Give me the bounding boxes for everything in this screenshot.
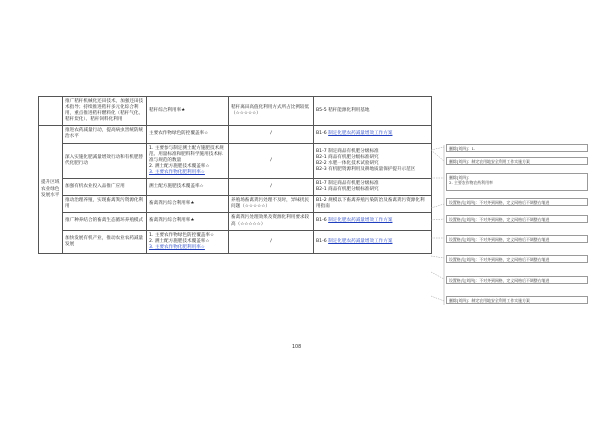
code-line: B2-2 水肥一体化技术试验研究 — [316, 160, 379, 166]
indicator-line: 1. 主要参与制定测土配方施肥技术规范、用量标准和肥料科学施用技术标准与规范的数量 — [149, 145, 224, 163]
table-row — [39, 143, 432, 178]
comment-line: 删除[刘四]： — [449, 174, 472, 180]
table-row — [39, 179, 432, 196]
table-row — [39, 126, 432, 143]
comment-box[interactable]: 设置格式[刘四]：不对齐到网格，定义网格后不调整右缩进 — [446, 215, 588, 223]
method-cell: 畜禽粪污处理效果及资源化利用要求较高（☆☆☆☆☆） — [229, 213, 314, 230]
group-label-cell: 提升区域农业绿色发展水平 — [39, 126, 63, 254]
table-row — [39, 213, 432, 230]
indicator-cell: 秸秆综合利用率★ — [147, 97, 229, 126]
indicator-link[interactable]: 3. 主要农作物化肥利用率☆ — [149, 244, 205, 250]
table-row — [39, 230, 432, 253]
measure-cell: 加强有机农业投入品推广应用 — [63, 179, 147, 196]
measure-cell: 深入实施化肥减量增效行动和有机肥替代化肥行动 — [63, 143, 147, 178]
code-cell — [314, 230, 432, 253]
code-cell — [314, 179, 432, 196]
code-cell — [314, 126, 432, 143]
indicator-cell — [147, 143, 229, 178]
code-line: B2-1 商品有机肥分级标准研究 — [316, 187, 379, 193]
method-cell: / — [229, 179, 314, 196]
measure-cell: 推广秸秆机械化还田技术，加强还田技术指导；持续推进秸秆多元化综合利用，重点推进秸秆燃料化（秸秆气化、秸秆炭化）、秸秆饲料化利用 — [63, 97, 147, 126]
measure-cell: 推动治理养殖，实现畜禽粪污资源化利用 — [63, 196, 147, 213]
indicator-cell: 测土配方施肥技术覆盖率☆ — [147, 179, 229, 196]
table-row — [39, 97, 432, 126]
indicator-cell: 主要农作物绿色防控覆盖率☆ — [147, 126, 229, 143]
code-prefix: B1-6 — [316, 131, 327, 137]
indicator-cell: 畜禽粪污综合利用率★ — [147, 213, 229, 230]
comment-box[interactable]: 设置格式[刘四]：不对齐到网格，定义网格后不调整右缩进 — [446, 198, 588, 206]
comment-line: 2. 主要农作物农药利用率 — [449, 179, 493, 185]
code-cell: B5-5 秸秆能源化利用基地 — [314, 97, 432, 126]
code-line: B1-7 制定商品有机肥分级标准 — [316, 148, 379, 154]
code-link[interactable]: 制定化肥农药减量增效工作方案 — [328, 131, 393, 137]
code-cell — [314, 213, 432, 230]
indicator-line: 2. 测土配方施肥技术覆盖率☆ — [149, 238, 210, 244]
comment-box[interactable]: 设置格式[刘四]：不对齐到网格，定义网格后不调整右缩进 — [446, 276, 588, 284]
code-link[interactable]: 制定化肥农药减量增效工作方案 — [328, 238, 393, 244]
empty-cell — [39, 97, 63, 126]
code-line: B2-1 商品有机肥分级标准研究 — [316, 154, 379, 160]
code-link[interactable]: 制定化肥农药减量增效工作方案 — [328, 218, 393, 224]
comment-sidebar — [446, 140, 596, 310]
method-cell: 秸秆离田高值化利用方式所占比例较低（☆☆☆☆☆） — [229, 97, 314, 126]
comment-box[interactable]: 设置格式[刘四]：不对齐到网格，定义网格后不调整右缩进 — [446, 235, 588, 243]
indicator-link[interactable]: 3. 主要农作物化肥利用率☆ — [149, 169, 205, 175]
comment-box[interactable] — [446, 173, 588, 191]
indicator-line: 1. 主要农作物绿色防控覆盖率☆ — [149, 232, 215, 238]
comment-box[interactable]: 删除[刘四]：制定农用地安全利用工作实施方案 — [446, 296, 588, 304]
page-number: 108 — [292, 345, 302, 350]
measures-table — [38, 96, 432, 254]
measure-cell: 推进农药减量行动，提高病虫害统防统治水平 — [63, 126, 147, 143]
comment-box[interactable]: 删除[刘四]：1. — [446, 144, 588, 152]
code-cell: B1-2 规模以下畜禽养殖污染防治及畜禽粪污资源化利用指南 — [314, 196, 432, 213]
method-cell: 养殖场畜禽粪污处理不及时，异味扰民问题（☆☆☆☆☆） — [229, 196, 314, 213]
measure-cell: 加快发展有机产业，推动农业农药减量发展 — [63, 230, 147, 253]
comment-box[interactable]: 删除[刘四]：制定农用地安全利用工作实施方案 — [446, 157, 588, 165]
table-row — [39, 196, 432, 213]
indicator-cell — [147, 230, 229, 253]
code-cell — [314, 143, 432, 178]
indicator-line: 2. 测土配方施肥技术覆盖率☆ — [149, 163, 210, 169]
comment-box[interactable]: 设置格式[刘四]：不对齐到网格，定义网格后不调整右缩进 — [446, 255, 588, 263]
method-cell: / — [229, 143, 314, 178]
method-cell: / — [229, 230, 314, 253]
code-line: B2-3 有机肥资源利用及耕地质量保护提升示范区 — [316, 166, 416, 172]
method-cell: / — [229, 126, 314, 143]
code-prefix: B1-6 — [316, 238, 327, 244]
code-prefix: B1-6 — [316, 218, 327, 224]
code-line: B1-7 制定商品有机肥分级标准 — [316, 181, 379, 187]
measure-cell: 推广种养结合的畜禽生态循环养殖模式 — [63, 213, 147, 230]
indicator-cell: 畜禽粪污综合利用率★ — [147, 196, 229, 213]
